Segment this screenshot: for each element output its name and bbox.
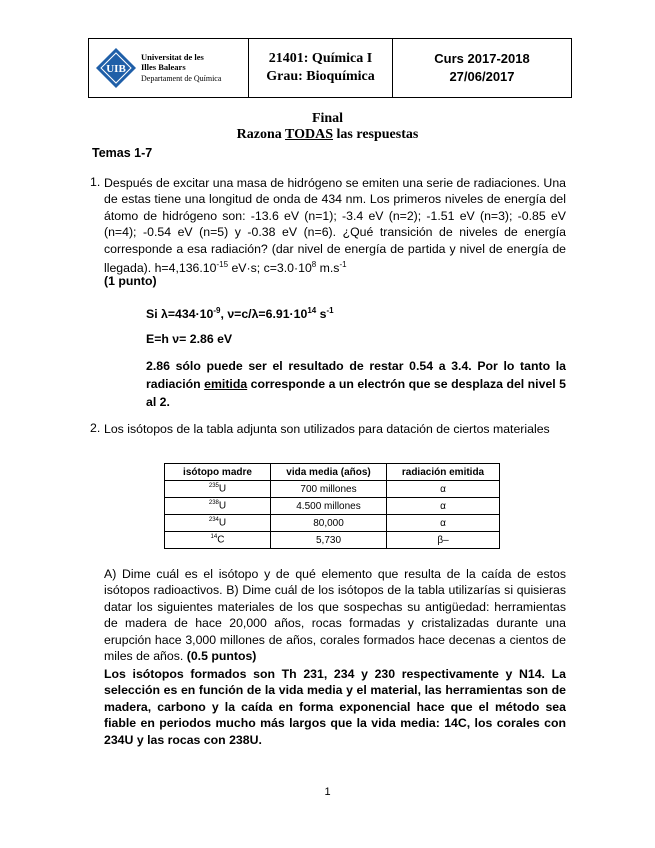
question-1-number: 1. (90, 175, 101, 189)
half-life-cell: 80,000 (271, 515, 387, 532)
logo-text: UIB (106, 63, 126, 75)
question-1-text: Después de excitar una masa de hidrógeno se emiten una serie de radiaciones. Una de estas tiene una longitud de onda de 434 nm. Los primeros niveles de energía del átomo de hidrógeno son: -13.6 eV (n=1); -3.4 eV (n=2); -1.51 eV (n=3); -0.85 eV (n=4); -0.54 eV (n=5) y -0.38 eV (n=6). ¿Qué transición de niveles de energía corresponde a esa radiación? (dar nivel de energía de partida y nivel de energía de llegada). $h=4,136.10^{-15}$ eV·s; $c=3.0\cdot 10^8$ $m.s^{-1}$ (104, 176, 566, 276)
degree-name: Grau: Bioquímica (266, 69, 375, 84)
exam-date: 27/06/2017 (449, 69, 515, 84)
university-name: Universitat de les Illes Balears Departament de Química (141, 52, 222, 83)
question-2-intro: Los isótopos de la tabla adjunta son utilizados para datación de ciertos materiales (104, 422, 550, 436)
course-code: 21401: Química I (268, 51, 373, 66)
table-row (165, 515, 500, 532)
table-row (165, 481, 500, 498)
topics-label: Temas 1-7 (92, 146, 153, 160)
table-header: vida media (años) (271, 464, 387, 481)
question-2-points: (0.5 puntos) (186, 649, 257, 664)
radiation-cell: β– (387, 532, 500, 549)
header-table (88, 38, 572, 98)
isotope-cell: $^{238}$U (165, 498, 271, 515)
table-row (165, 498, 500, 515)
isotopes-table (164, 463, 500, 549)
uib-logo-icon (95, 47, 137, 89)
answer-1-wavelength: Si $\lambda=434\cdot 10^{-9}$, $\nu=c/\lambda=6.91\cdot 10^{14}$ $s^{-1}$ (146, 306, 334, 322)
radiation-cell: α (387, 498, 500, 515)
radiation-cell: α (387, 515, 500, 532)
radiation-cell: α (387, 481, 500, 498)
half-life-cell: 5,730 (271, 532, 387, 549)
isotope-cell: $^{234}$U (165, 515, 271, 532)
page-number: 1 (324, 786, 331, 798)
question-2-text: A) Dime cuál es el isótopo y de qué elemento que resulta de la caída de estos isótopos radioactivos. B) Dime cuál de los isótopos de la tabla utilizarías si quisieras datar los siguientes materiales de los que sospechas su antigüedad: herramientas de madera de hace 20,000 años, rocas formadas y cristalizadas durante una erupción hace 3,000 millones de años, corales formados hace decenas a cientos de miles de años. (0.5 puntos) (104, 567, 566, 664)
isotope-cell: $^{14}$C (165, 532, 271, 549)
table-header: isótopo madre (165, 464, 271, 481)
exam-subtitle: Razona TODAS las respuestas (236, 127, 419, 142)
department-name: Departament de Química (141, 74, 222, 83)
half-life-cell: 700 millones (271, 481, 387, 498)
table-header: radiación emitida (387, 464, 500, 481)
header-course-cell (249, 39, 393, 97)
answer-2: Los isótopos formados son Th 231, 234 y 230 respectivamente y N14. La selección es en función de la vida media y el material, las herramientas son de madera, carbono y la caída en forma exponencial hace que el método sea fiable en periodos mucho más largos que la vida media: 14C, los corales con 234U y las rocas con 238U. (104, 667, 566, 747)
isotope-cell: $^{235}$U (165, 481, 271, 498)
table-header-row (165, 464, 500, 481)
question-2-number: 2. (90, 421, 101, 435)
header-logo-cell (89, 39, 249, 97)
header-date-cell (393, 39, 571, 97)
question-1-points: (1 punto) (104, 274, 157, 288)
half-life-cell: 4.500 millones (271, 498, 387, 515)
academic-year: Curs 2017-2018 (434, 51, 530, 66)
table-row (165, 532, 500, 549)
answer-1-energy: E=h ν= 2.86 eV (146, 332, 233, 346)
exam-title: Final (311, 111, 344, 126)
answer-1-conclusion: 2.86 sólo puede ser el resultado de restar 0.54 a 3.4. Por lo tanto la radiación emitida corresponde a un electrón que se desplaza del nivel 5 al 2. (146, 359, 566, 409)
